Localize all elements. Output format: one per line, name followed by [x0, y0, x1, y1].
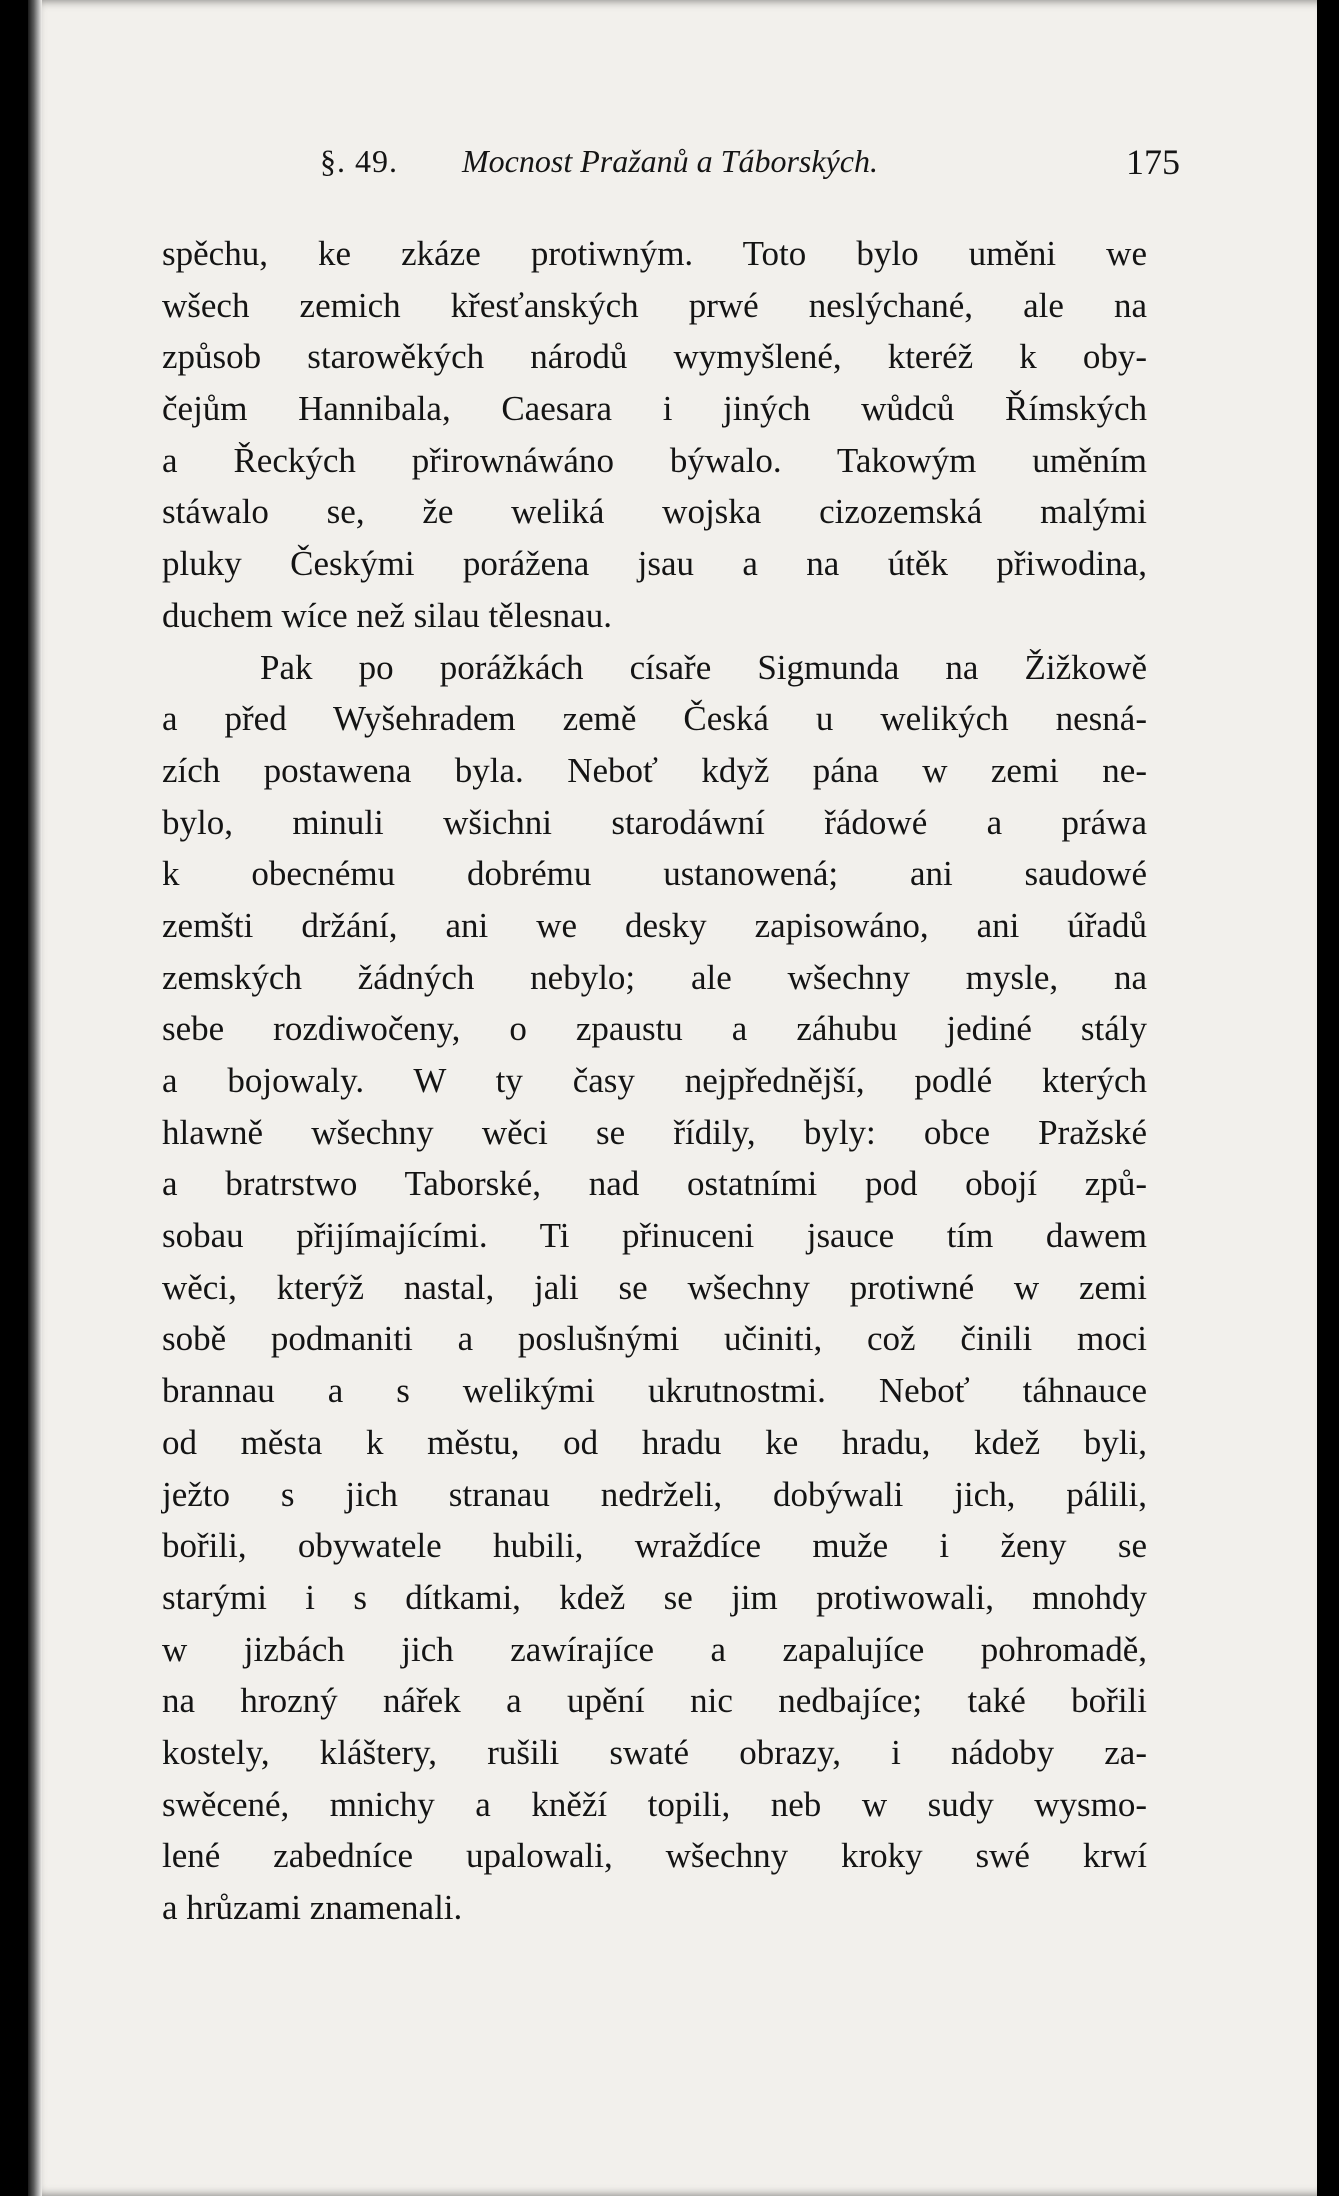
text-line: swěcené, mnichy a kněží topili, neb w sudy wysmo-: [162, 1784, 1147, 1824]
text-line: způsob starowěkých národů wymyšlené, kteréž k oby-: [162, 337, 1147, 377]
page-binding-edge: [28, 0, 42, 2196]
paragraph-start-line: Pak po porážkách císaře Sigmunda na Žižkowě: [260, 647, 1147, 687]
text-line: starými i s dítkami, kdež se jim protiwowali, mnohdy: [162, 1577, 1147, 1617]
section-number: §. 49.: [320, 143, 398, 179]
text-line: hlawně wšechny wěci se řídily, byly: obce Pražské: [162, 1112, 1147, 1152]
text-line: zemských žádných nebylo; ale wšechny mysle, na: [162, 957, 1147, 997]
text-line: od města k městu, od hradu ke hradu, kdež byli,: [162, 1422, 1147, 1462]
text-line: a bratrstwo Taborské, nad ostatními pod obojí způ-: [162, 1164, 1147, 1204]
text-line: stáwalo se, že weliká wojska cizozemská malými: [162, 492, 1147, 532]
text-line: a Řeckých přirownáwáno býwalo. Takowým uměním: [162, 440, 1147, 480]
text-line: zemšti držání, ani we desky zapisowáno, ani úřadů: [162, 905, 1147, 945]
text-line: sobě podmaniti a poslušnými učiniti, což činili moci: [162, 1319, 1147, 1359]
paragraph-end-line: a hrůzami znamenali.: [162, 1888, 463, 1927]
page-right-edge: [1317, 0, 1339, 2196]
text-line: bořili, obywatele hubili, wraždíce muže i ženy se: [162, 1526, 1147, 1566]
text-line: lené zabedníce upalowali, wšechny kroky swé krwí: [162, 1836, 1147, 1876]
page-number: 175: [1126, 142, 1180, 182]
text-line: a před Wyšehradem země Česká u welikých nesná-: [162, 699, 1147, 739]
text-line: w jizbách jich zawírajíce a zapalujíce pohromadě,: [162, 1629, 1147, 1669]
text-line: wšech zemich křesťanských prwé neslýchané, ale na: [162, 285, 1147, 325]
running-title: Mocnost Pražanů a Táborských.: [462, 143, 878, 179]
text-line: ježto s jich stranau nedrželi, dobýwali jich, pálili,: [162, 1474, 1147, 1514]
text-line: brannau a s welikými ukrutnostmi. Neboť táhnauce: [162, 1371, 1147, 1411]
text-line: spěchu, ke zkáze protiwným. Toto bylo uměni we: [162, 234, 1147, 273]
text-line: zích postawena byla. Neboť když pána w zemi ne-: [162, 750, 1147, 790]
running-header: [0, 135, 1339, 195]
text-line: sobau přijímajícími. Ti přinuceni jsauce tím dawem: [162, 1216, 1147, 1256]
text-line: a bojowaly. W ty časy nejpřednější, podlé kterých: [162, 1061, 1147, 1100]
text-line: sebe rozdiwočeny, o zpaustu a záhubu jediné stály: [162, 1009, 1147, 1049]
text-line: na hrozný nářek a upění nic nedbajíce; také bořili: [162, 1681, 1147, 1721]
text-line: kostely, kláštery, rušili swaté obrazy, i nádoby za-: [162, 1732, 1147, 1772]
body-text: [162, 228, 1147, 1934]
text-line: čejům Hannibala, Caesara i jiných wůdců Římských: [162, 389, 1147, 429]
text-line: pluky Českými porážena jsau a na útěk přiwodina,: [162, 544, 1147, 584]
text-line: k obecnému dobrému ustanowená; ani saudowé: [162, 854, 1147, 894]
text-line: bylo, minuli wšichni starodáwní řádowé a práwa: [162, 802, 1147, 842]
paragraph-end-line: duchem wíce než silau tělesnau.: [162, 595, 612, 635]
text-line: wěci, kterýž nastal, jali se wšechny protiwné w zemi: [162, 1267, 1147, 1307]
